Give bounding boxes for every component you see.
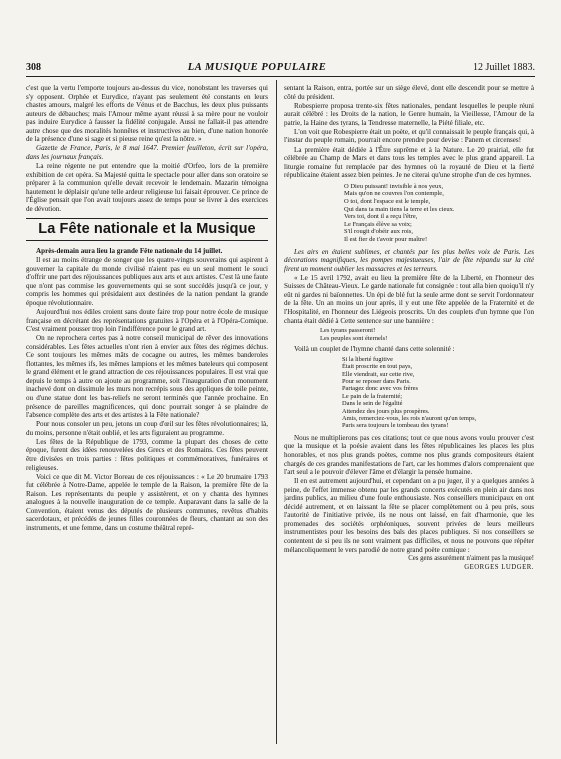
verse-line: Dans le sein de l'égalité bbox=[342, 400, 403, 408]
verse-line: Amis, remerciez-vous, les rois n'auront qu'un temps, bbox=[342, 415, 477, 423]
verse-line: O toi, dont l'espace est le temple, bbox=[344, 197, 431, 205]
verse-line: Attendez des jours plus prospères. bbox=[342, 407, 430, 415]
paragraph: Après-demain aura lieu la grande Fête nationale du 14 juillet. bbox=[36, 246, 223, 255]
verse-line: Mais qu'on ne couvres l'on contemple, bbox=[344, 190, 444, 198]
hymn-verse bbox=[284, 183, 534, 244]
publication-title: LA MUSIQUE POPULAIRE bbox=[187, 62, 327, 73]
paragraph: Voici ce que dit M. Victor Boreau de ces réjouissances : « Le 20 brumaire 1793 fut célébrée à Notre-Dame, appelée le temple de la Raison, la première fête de la Raison. Les représentants du peuple y assistèrent, et on y chanta des hymnes analogues à la nouvelle inauguration de ce temple. Auparavant dans la salle de la Convention, étaient venus des députés de plusieurs communes, revêtus d'habits sacerdotaux, et précédés de jeunes filles couronnées de fleurs, chantant au son des instruments, et une femme, dans un costume théâtral repré- bbox=[26, 472, 268, 532]
paragraph: On ne reprochera certes pas à notre conseil municipal de rêver des innovations considérables. Les fêtes actuelles n'ont rien à envier aux fêtes des régimes déchus. Ce sont toujours les mêmes mâts de cocagne ou autres, les mêmes banderoles flottantes, les mêmes ifs, les mêmes lampions et les mêmes bateleurs qui composent le grand élément et le grand attraction de ces réjouissances populaires. Il est vrai que depuis le temps à autre on ajoute au programme, soit l'inauguration d'un monument inachevé dont on dissimule les murs non recrépis sous des appliques de toile peinte, ou d'une statue dont les bas-reliefs ne seront terminés que l'année prochaine. En présence de pareilles magnificences, qui donc pourrait songer à se plaindre de l'absence complète des arts et des artistes à la Fête nationale? bbox=[26, 334, 268, 420]
paragraph: Nous ne multiplierons pas ces citations; tout ce que nous avons voulu prouver c'est que la musique et la poésie avaient dans les fêtes républicaines les places les plus honorables, et nos plus grands poètes, comme nos plus grands compositeurs étaient chargés de ces grandes manifestations de l'art, car les hommes d'alors comprenaient que l'art seul a le pouvoir d'élever l'âme et d'élargir la pensée humaine. bbox=[284, 433, 534, 477]
verse-line: Vers toi, dont il a reçu l'être, bbox=[344, 213, 418, 221]
paragraph: La première était dédiée à l'Être suprême et à la Nature. Le 20 prairial, elle fut célébrée au Champ de Mars et dans tous les temples avec le plus grand appareil. La liturgie romaine fut remplacée par des hymnes où la royauté de Dieu et la fierté républicaine étaient assez bien peintes. Je ne citerai qu'une strophe d'un de ces hymnes. bbox=[284, 145, 534, 180]
banner-motto bbox=[284, 327, 534, 342]
verse-line: Qui dans ta main tiens la terre et les cieux. bbox=[344, 205, 455, 213]
paragraph: Voilà un couplet de l'hymne chanté dans cette solennité : bbox=[294, 345, 455, 354]
verse-line: Elle viendrait, sur cette rive, bbox=[342, 370, 415, 378]
section-header bbox=[26, 218, 268, 241]
verse-line: Les tyrans passeront! bbox=[320, 327, 376, 335]
verse-line: Le Français élève sa voix; bbox=[344, 220, 412, 228]
verse-line: Si la liberté fugitive bbox=[342, 355, 393, 363]
column-divider bbox=[276, 80, 277, 744]
verse-line: Il est fier de t'avoir pour maître! bbox=[344, 235, 428, 243]
paragraph: sentant la Raison, entra, portée sur un siège élevé, dont elle descendit pour se mettre à côté du président. bbox=[284, 84, 534, 101]
section-title: La Fête nationale et la Musique bbox=[38, 221, 256, 238]
paragraph: Il est au moins étrange de songer que les quatre-vingts souverains qui aspirent à gouverner la capitale du monde civilisé n'aient pas eu un seul moment le souci d'offrir une part des réjouissances publiques aux arts et aux artistes. C'est là une faute que n'ont pas commise les gouvernements qui se sont succédés jusqu'à ce jour, y compris les hommes qui présidaient aux destinées de la nation pendant la grande époque révolutionnaire. bbox=[26, 256, 268, 307]
hymn-couplet bbox=[284, 356, 534, 430]
page-header bbox=[26, 62, 535, 74]
verse-line: Les peuples sont éternels! bbox=[320, 334, 388, 342]
paragraph: c'est que la vertu l'emporte toujours au-dessus du vice, nonobstant les traverses qui s'y opposent. Orphée et Eurydice, n'ayant pas seulement été constants en leurs chastes amours, malgré les efforts de Vénus et de Bacchus, les deux plus puissants auteurs de débauches; mais l'Amour même ayant réussi à sa mère pour ne vouloir pas induire Eurydice à fausser la fidélité conjugale. Aussi ne fallait-il pas attendre autre chose que des moralités honnêtes et instructives au bien, d'une nation honorée de la présence d'une si sage et si pieuse reine qu'est la nôtre. » bbox=[26, 84, 268, 144]
closing-verse: Ces gens assurément n'aiment pas la musique! bbox=[408, 555, 534, 563]
section-rule-top bbox=[26, 218, 268, 219]
paragraph: « Le 15 avril 1792, avait eu lieu la première fête de la Liberté, en l'honneur des Suisses de Château-Vieux. Le garde nationale fut consignée : tout alla bien quoiqu'il n'y eût ni gardes ni baïonnettes. Un épi de blé fut la seule arme dont se servit l'ordonnateur de la fête. Un an moins un jour après, il y eut une fête appelée de la Fraternité et de l'Hospitalité, en l'honneur des Liégeois proscrits. Un des couplets d'un hymne que l'on chanta était dédié à Cette sentence sur une bannière : bbox=[284, 273, 534, 325]
header-rule bbox=[26, 76, 535, 77]
paragraph: La reine régente ne put entendre que la moitié d'Orfeo, lors de la première exhibition de cet opéra. Sa Majesté quitta le spectacle pour aller dans son oratoire se préparer à la communion qu'elle devait recevoir le lendemain. Mazarin témoigna hautement le déplaisir qu'une telle ardeur religieuse lui faisait éprouver. Ce prince de l'Église pensait que l'on avait toujours assez de temps pour se livrer à des exercices de dévotion. bbox=[26, 162, 268, 213]
paragraph: L'on voit que Robespierre était un poète, et qu'il connaissait le peuple français qui, à l'instar du peuple romain, pourrait encore prendre pour devise : Panem et circenses! bbox=[284, 127, 534, 145]
verse-line: O Dieu puissant! invisible à nos yeux, bbox=[344, 182, 444, 190]
source-citation: Gazette de France, Paris, le 8 mai 1647. Premier feuilleton, écrit sur l'opéra, dans les journaux français. bbox=[26, 144, 268, 161]
verse-line: Partagez donc avec vos frères bbox=[342, 385, 418, 393]
verse-line: Était proscrite en tout pays, bbox=[342, 363, 413, 371]
page-number: 308 bbox=[26, 62, 41, 73]
left-column bbox=[26, 84, 268, 742]
verse-line: S'il rougit d'obéir aux rois, bbox=[344, 228, 413, 236]
section-rule-bottom bbox=[26, 240, 268, 241]
verse-line: Le pain de la fraternité; bbox=[342, 392, 402, 400]
author-signature: GEORGES LUDGER. bbox=[464, 563, 534, 571]
verse-line: Paris sera toujours le tombeau des tyrans! bbox=[342, 422, 449, 430]
right-column bbox=[284, 84, 534, 742]
paragraph: Aujourd'hui nos édiles croient sans doute faire trop pour notre école de musique française en décrétant des représentations gratuites à l'Opéra et à l'Opéra-Comique. C'est vraiment pousser trop loin l'indifférence pour le grand art. bbox=[26, 307, 268, 334]
verse-line: Pour se reposer dans Paris. bbox=[342, 378, 411, 386]
issue-date: 12 Juillet 1883. bbox=[473, 62, 535, 73]
paragraph: Les airs en étaient sublimes, et chantés par les plus belles voix de Paris. Les décorations magnifiques, les pompes majestueuses, l'air de fête répandu sur la cité firent un moment oublier les massacres et les terreurs. bbox=[284, 247, 534, 273]
paragraph: Les fêtes de la République de 1793, comme la plupart des choses de cette époque, furent des idées renouvelées des Grecs et des Romains. Ces fêtes peuvent être divisées en trois parties : fêtes politiques et commémoratives, funéraires et religieuses. bbox=[26, 437, 268, 472]
paragraph: Robespierre proposa trente-six fêtes nationales, pendant lesquelles le peuple réuni aurait célébré : les Droits de la nation, le Genre humain, la Vieillesse, l'Amour de la patrie, la Haine des tyrans, la Tendresse maternelle, la Piété filiale, etc. bbox=[284, 101, 534, 127]
paragraph: Il en est autrement aujourd'hui, et cependant on a pu juger, il y a quelques années à peine, de l'effet immense obtenu par les grands concerts exécutés en plein air dans nos jardins publics, au milieu d'une foule enthousiaste. Nos conseillers municipaux en ont décidé autrement, et en laissant la fête se placer complètement ou à peu près, sous l'autorité de l'initiative privée, ils ne nous ont laissé, en fait d'harmonie, que les promenades des sociétés orphéoniques, souvent privées de leurs meilleurs instrumentistes pour les besoins des bals des places publiques. Si nos conseillers se contentent de si peu ils ne sont vraiment pas difficiles, et nous ne pouvons que répéter mélancoliquement le vers parodié de notre grand poète comique : bbox=[284, 477, 534, 554]
paragraph: Pour nous consoler un peu, jetons un coup d'œil sur les fêtes révolutionnaires; là, du moins, personne n'était oublié, et les arts figuraient au programme. bbox=[26, 420, 268, 437]
